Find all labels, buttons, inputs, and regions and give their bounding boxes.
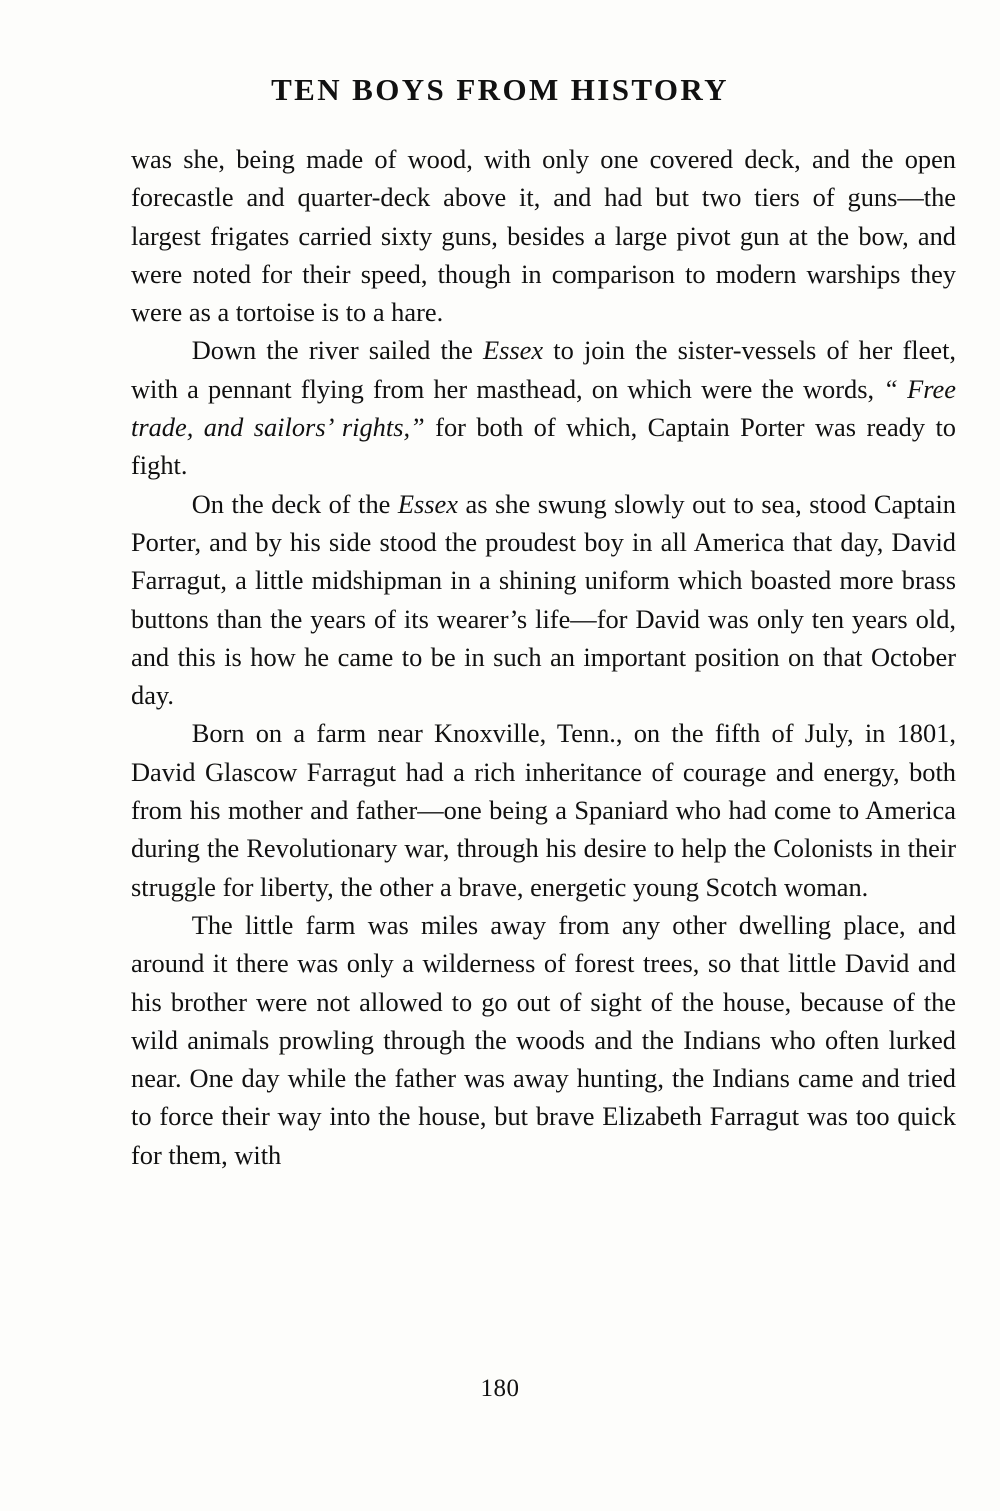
italic-run: Essex [397, 488, 458, 519]
page-title: TEN BOYS FROM HISTORY [271, 72, 729, 107]
text-run: The little farm was miles away from any other dwelling place, and around it there was only a wilderness of forest trees, so that little David and his brother were not allowed to go out of sight of the house, because of the wild animals prowling through the woods and the Indians who often lurked near. One day while the father was away hunting, the Indians came and tried to force their way into the house, but brave Elizabeth Farragut was too quick for them, with [131, 909, 956, 1170]
italic-run: Essex [482, 335, 544, 366]
text-run: Down the river sailed the [191, 335, 483, 366]
paragraph [131, 331, 956, 484]
text-run: to join the sister-vessels of her fleet, with a pennant flying from her masthead, on which were the words, [131, 335, 956, 404]
paragraph [131, 714, 956, 905]
italic-run: “ Free trade, and sailors’ rights,” [131, 373, 956, 443]
text-run: On the deck of the [191, 488, 398, 519]
paragraph [131, 485, 956, 715]
text-run: was she, being made of wood, with only one covered deck, and the open forecastle and quarter-deck above it, and had but two tiers of guns—the largest frigates carried sixty guns, besides a large pivot gun at the bow, and were noted for their speed, though in comparison to modern warships they were as a tortoise is to a hare. [131, 144, 956, 328]
paragraph [131, 140, 956, 331]
text-run: for both of which, Captain Porter was ready to fight. [131, 412, 956, 481]
text-run: Born on a farm near Knoxville, Tenn., on the fifth of July, in 1801, David Glascow Farragut had a rich inheritance of courage and energy, both from his mother and father—one being a Spaniard who had come to America during the Revolutionary war, through his desire to help the Colonists in their struggle for liberty, the other a brave, energetic young Scotch woman. [131, 718, 956, 902]
paragraph [131, 906, 956, 1174]
body-text [131, 140, 956, 1174]
page-number: 180 [480, 1375, 520, 1402]
text-run: as she swung slowly out to sea, stood Captain Porter, and by his side stood the proudest boy in all America that day, David Farragut, a little midshipman in a shining uniform which boasted more brass buttons than the years of its wearer’s life—for David was only ten years old, and this is how he came to be in such an important position on that October day. [131, 488, 956, 711]
